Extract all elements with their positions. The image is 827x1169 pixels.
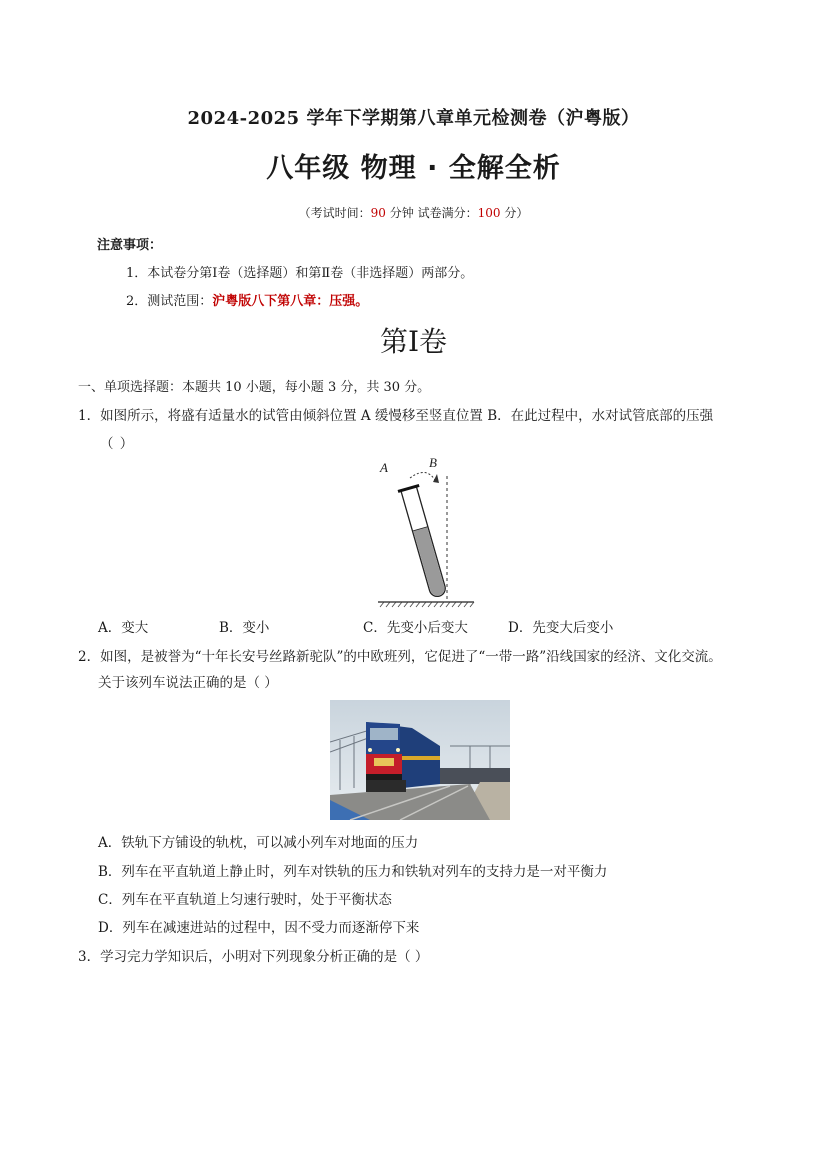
question-2-text: 2．如图，是被誉为“十年长安号丝路新驼队”的中欧班列，它促进了“一带一路”沿线国家的经济、文化交流。 bbox=[78, 649, 722, 665]
note-item-1: 1．本试卷分第Ⅰ卷（选择题）和第Ⅱ卷（非选择题）两部分。 bbox=[126, 266, 474, 281]
q2-option-d[interactable]: D．列车在减速进站的过程中，因不受力而逐渐停下来 bbox=[98, 920, 420, 936]
q1-option-c[interactable]: C．先变小后变大 bbox=[363, 620, 468, 636]
question-1-text: 1．如图所示，将盛有适量水的试管由倾斜位置 A 缓慢移至竖直位置 B．在此过程中，水对试管底部的压强 bbox=[78, 408, 714, 424]
q1-option-b[interactable]: B．变小 bbox=[219, 620, 270, 636]
exam-score: 100 bbox=[477, 206, 501, 220]
label-b: B bbox=[429, 458, 437, 470]
q1-option-d[interactable]: D．先变大后变小 bbox=[508, 620, 614, 636]
note-item-2: 2．测试范围：沪粤版八下第八章：压强。 bbox=[126, 294, 369, 309]
test-scope: 沪粤版八下第八章：压强。 bbox=[212, 294, 369, 309]
exam-info: （考试时间：90 分钟 试卷满分：100 分） bbox=[298, 206, 529, 220]
notes-title: 注意事项： bbox=[97, 238, 163, 253]
q2-option-b[interactable]: B．列车在平直轨道上静止时，列车对铁轨的压力和铁轨对列车的支持力是一对平衡力 bbox=[98, 864, 608, 880]
section-heading: 一、单项选择题：本题共 10 小题，每小题 3 分，共 30 分。 bbox=[78, 380, 431, 395]
label-a: A bbox=[380, 460, 388, 475]
q2-option-c[interactable]: C．列车在平直轨道上匀速行驶时，处于平衡状态 bbox=[98, 892, 392, 908]
volume-title: 第Ⅰ卷 bbox=[379, 325, 448, 358]
train-photo bbox=[330, 700, 510, 820]
question-3-text: 3．学习完力学知识后，小明对下列现象分析正确的是（ ） bbox=[78, 949, 429, 965]
q2-option-a[interactable]: A．铁轨下方铺设的轨枕，可以减小列车对地面的压力 bbox=[98, 835, 419, 851]
test-tube-figure bbox=[370, 458, 480, 608]
q1-option-a[interactable]: A．变大 bbox=[98, 620, 149, 636]
exam-title: 2024-2025 学年下学期第八章单元检测卷（沪粤版） bbox=[187, 108, 640, 129]
question-2-subtext: 关于该列车说法正确的是（ ） bbox=[98, 675, 278, 691]
question-1-bracket: （ ） bbox=[100, 436, 135, 452]
exam-subtitle: 八年级 物理 · 全解全析 bbox=[266, 153, 561, 184]
exam-time: 90 bbox=[370, 206, 386, 220]
